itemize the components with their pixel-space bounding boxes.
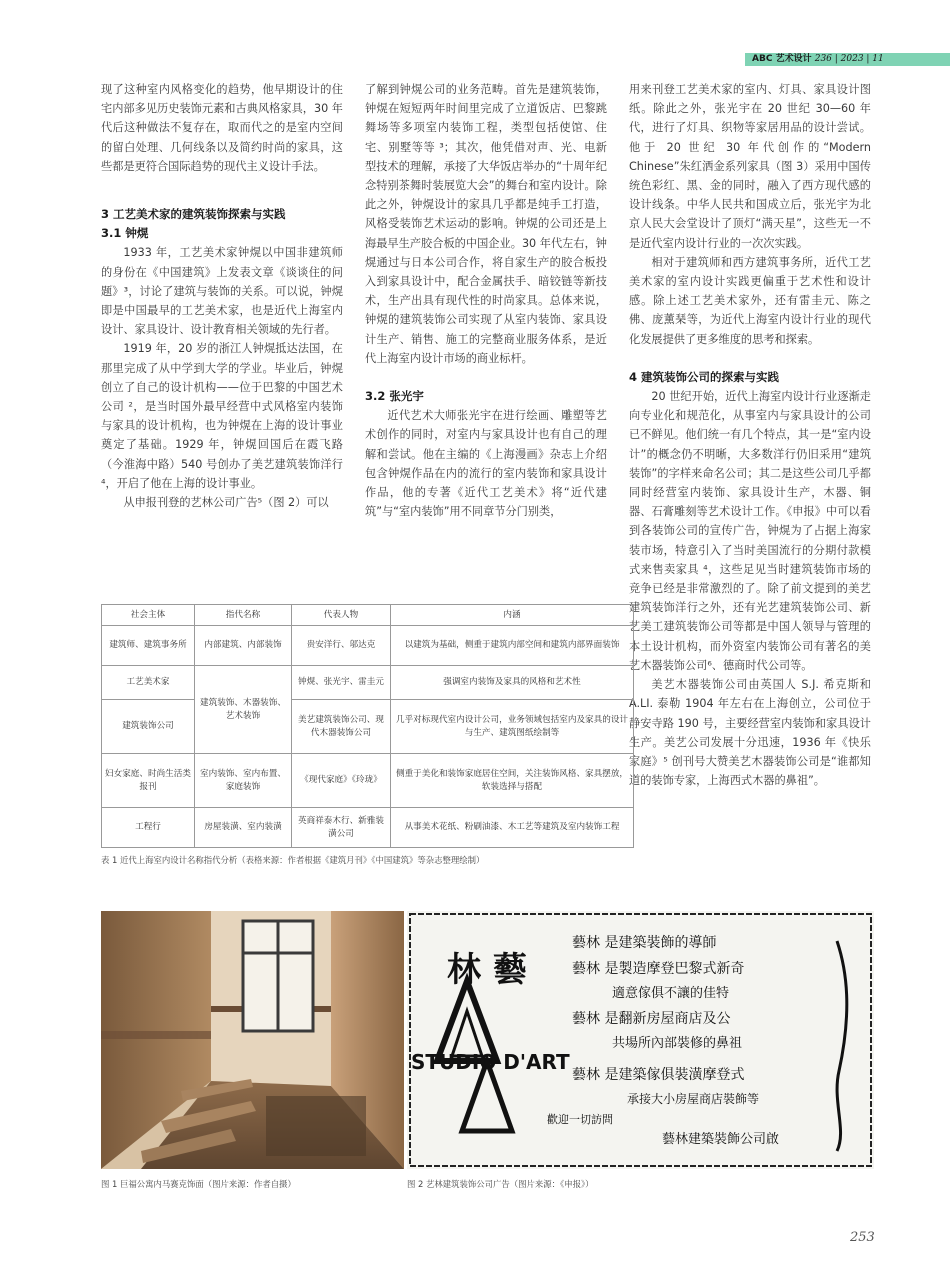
table-cell: 贵安洋行、邬达克 (292, 626, 391, 666)
ad-side-text: 歡迎一切訪問 (547, 1113, 613, 1126)
paragraph: 近代艺术大师张光宇在进行绘画、雕塑等艺术创作的同时，对室内与家具设计也有自己的理解和尝试。他在主编的《上海漫画》杂志上介绍包含钟熀作品在内的流行的室内装饰和家具设计作品，他的专著《近代工艺美术》将“近代建筑”与“室内装饰”用不同章节分门别类， (365, 409, 607, 519)
running-header (752, 53, 884, 66)
table-1 (101, 604, 634, 848)
journal-brand: ABC 艺术设计 (752, 54, 812, 64)
table-row (102, 754, 634, 808)
ad-brand: STUDIO D'ART (411, 1050, 570, 1074)
subsection-heading: 3.1 钟熀 (101, 226, 149, 241)
table-cell: 以建筑为基础，侧重于建筑内部空间和建筑内部界面装饰 (391, 626, 634, 666)
paragraph: 1933 年，工艺美术家钟熀以中国非建筑师的身份在《中国建筑》上发表文章《谈谈住的问题》³，讨论了建筑与装饰的关系。可以说，钟熀即是中国最早的工艺美术家，也是近代上海室内设计、家具设计、设计教育相关领域的先行者。 (101, 246, 343, 337)
table-header-cell: 代表人物 (292, 605, 391, 626)
table-row (102, 808, 634, 848)
table-cell: 工程行 (102, 808, 195, 848)
page-number: 253 (850, 1230, 875, 1245)
table-header-row (102, 605, 634, 626)
table-cell: 侧重于美化和装饰家庭居住空间，关注装饰风格、家具摆放，软装选择与搭配 (391, 754, 634, 808)
table-cell: 从事美术花纸、粉刷油漆、木工艺等建筑及室内装饰工程 (391, 808, 634, 848)
paragraph: 现了这种室内风格变化的趋势，他早期设计的住宅内部多见历史装饰元素和古典风格家具，30 年代后这种做法不复存在，取而代之的是室内空间的留白处理、几何线条以及简约时尚的家具，这些都是更符合国际趋势的现代主义设计手法。 (101, 83, 343, 173)
table-row (102, 626, 634, 666)
table-cell: 建筑装饰公司 (102, 700, 195, 754)
table-cell: 钟熀、张光宇、雷圭元 (292, 666, 391, 700)
text-column-3 (629, 80, 871, 790)
section-heading: 3 工艺美术家的建筑装饰探索与实践 (101, 207, 286, 222)
ad-logo: 林 藝 (447, 950, 527, 990)
table-row (102, 700, 634, 754)
ad-line: 藝林 是翻新房屋商店及公 (572, 1011, 731, 1027)
table-cell: 房屋装潢、室内装潢 (195, 808, 292, 848)
paragraph: 用来刊登工艺美术家的室内、灯具、家具设计图纸。除此之外，张光宇在 20 世纪 30—60 年代，进行了灯具、织物等家居用品的设计尝试。他于 20 世纪 30 年代创作的“Modern Chinese”朱红洒金系列家具（图 3）采用中国传统色彩红、黑、金的同时，融入了西方现代感的设计线条。中华人民共和国成立后，张光宇为北京人民大会堂设计了顶灯“满天星”，这些无一不是近代室内设计行业的一次次实践。 (629, 83, 871, 250)
table-cell: 建筑装饰、木器装饰、艺术装饰 (195, 666, 292, 754)
paragraph: 从申报刊登的艺林公司广告⁵（图 2）可以 (123, 496, 329, 510)
text-column-2 (365, 80, 607, 521)
figure-1-photo (101, 911, 404, 1169)
table-cell: 英商祥泰木行、新雅装潢公司 (292, 808, 391, 848)
figure-2-caption: 图 2 艺林建筑装饰公司广告（图片来源：《申报》） (407, 1179, 594, 1189)
issue-info: 236 | 2023 | 11 (814, 54, 884, 64)
table-header-cell: 指代名称 (195, 605, 292, 626)
ad-line: 藝林建築裝飾公司啟 (662, 1132, 780, 1147)
text-column-1 (101, 80, 343, 512)
table-cell: 室内装饰、室内布置、家庭装饰 (195, 754, 292, 808)
paragraph: 相对于建筑师和西方建筑事务所，近代工艺美术家的室内设计实践更偏重于艺术性和设计感。除上述工艺美术家外，还有雷圭元、陈之佛、庞薰琹等，为近代上海室内设计行业的现代化发展提供了更多维度的思考和探索。 (629, 255, 871, 346)
stairwell-illustration (101, 911, 404, 1169)
paragraph: 20 世纪开始，近代上海室内设计行业逐渐走向专业化和规范化，从事室内与家具设计的公司已不鲜见。他们统一有几个特点，其一是“室内设计”的概念仍不明晰，大多数洋行仍旧采用“建筑装饰”的字样来命名公司；其二是这些公司几乎都同时经营室内装饰、家具设计生产，木器、铜器、石膏雕刻等艺术设计工作。《申报》中可以看到各装饰公司的宣传广告，钟熀为了占据上海家装市场，特意引入了当时美国流行的分期付款模式来售卖家具 ⁴，这些足见当时建筑装饰市场的竞争已经是非常激烈的了。除了前文提到的美艺建筑装饰洋行之外，还有光艺建筑装饰公司、新艺美工建筑装饰公司等都是中国人领导与管理的本土设计机构，而外资室内装饰公司有著名的美艺木器装饰公司⁶、德商时代公司等。 (629, 390, 871, 672)
ad-line: 藝林 是製造摩登巴黎式新奇 (572, 961, 745, 977)
ad-scan (407, 911, 874, 1169)
table-cell: 妇女家庭、时尚生活类报刊 (102, 754, 195, 808)
table-cell: 内部建筑、内部装饰 (195, 626, 292, 666)
table-header-cell: 内涵 (391, 605, 634, 626)
ad-line: 承接大小房屋商店裝飾等 (627, 1092, 760, 1106)
ad-line: 藝林 是建築裝飾的導師 (572, 935, 717, 951)
ad-line: 共場所內部裝修的鼻祖 (612, 1036, 743, 1051)
table-caption: 表 1 近代上海室内设计名称指代分析（表格来源：作者根据《建筑月刊》《中国建筑》等杂志整理绘制） (101, 855, 485, 865)
subsection-heading: 3.2 张光宇 (365, 389, 424, 404)
paragraph: 1919 年，20 岁的浙江人钟熀抵达法国，在那里完成了从中学到大学的学业。毕业后，钟熀创立了自己的设计机构——位于巴黎的中国艺术公司 ²，是当时国外最早经营中式风格室内装饰与家具的设计机构，也为钟熀在上海的设计事业奠定了基础。1929 年，钟熀回国后在霞飞路（今淮海中路）540 号创办了美艺建筑装饰洋行⁴，开启了他在上海的设计事业。 (101, 342, 343, 490)
figure-2-ad (407, 911, 874, 1169)
table-header-cell: 社会主体 (102, 605, 195, 626)
paragraph: 了解到钟熀公司的业务范畴。首先是建筑装饰，钟熀在短短两年时间里完成了立道饭店、巴黎跳舞场等多项室内装饰工程，类型包括使馆、住宅、别墅等等 ³；其次，他凭借对声、光、电新型技术的理解，承接了大华饭店举办的“十周年纪念特别茶舞时装展览大会”的舞台和室内设计。除此之外，钟熀设计的家具几乎都是纯手工打造，风格受装饰艺术运动的影响。钟熀的公司还是上海最早生产胶合板的中国企业。30 年代左右，钟熀通过与日本公司合作，将自家生产的胶合板投入到家具设计中，配合金属扶手、暗铰链等新技术，生产出具有现代性的时尚家具。总体来说，钟熀的建筑装饰公司实现了从室内装饰、家具设计生产、销售、施工的完整商业服务体系，是近代上海室内设计市场的商业标杆。 (365, 83, 607, 365)
ad-line: 藝林 是建築傢俱裝潢摩登式 (572, 1067, 745, 1083)
table-cell: 美艺建筑装饰公司、现代木器装饰公司 (292, 700, 391, 754)
table-cell: 强调室内装饰及家具的风格和艺术性 (391, 666, 634, 700)
paragraph: 美艺木器装饰公司由英国人 S.J. 希克斯和 A.LI. 泰勒 1904 年左右在上海创立，公司位于静安寺路 190 号，主要经营室内装饰和家具设计生产。美艺公司发展十分迅速，1936 年《快乐家庭》⁵ 创刊号大赞美艺木器装饰公司是“谁都知道的装饰专家，上海西式木器的鼻祖”。 (629, 678, 871, 788)
table-cell: 工艺美术家 (102, 666, 195, 700)
ad-line: 適意傢俱不讓的佳特 (612, 986, 730, 1001)
table-row (102, 666, 634, 700)
table-cell: 《现代家庭》《玲珑》 (292, 754, 391, 808)
figure-1-caption: 图 1 巨福公寓内马赛克饰面（图片来源：作者自摄） (101, 1179, 296, 1189)
table-cell: 几乎对标现代室内设计公司，业务领域包括室内及家具的设计与生产、建筑图纸绘制等 (391, 700, 634, 754)
section-heading: 4 建筑装饰公司的探索与实践 (629, 369, 780, 384)
table-cell: 建筑师、建筑事务所 (102, 626, 195, 666)
